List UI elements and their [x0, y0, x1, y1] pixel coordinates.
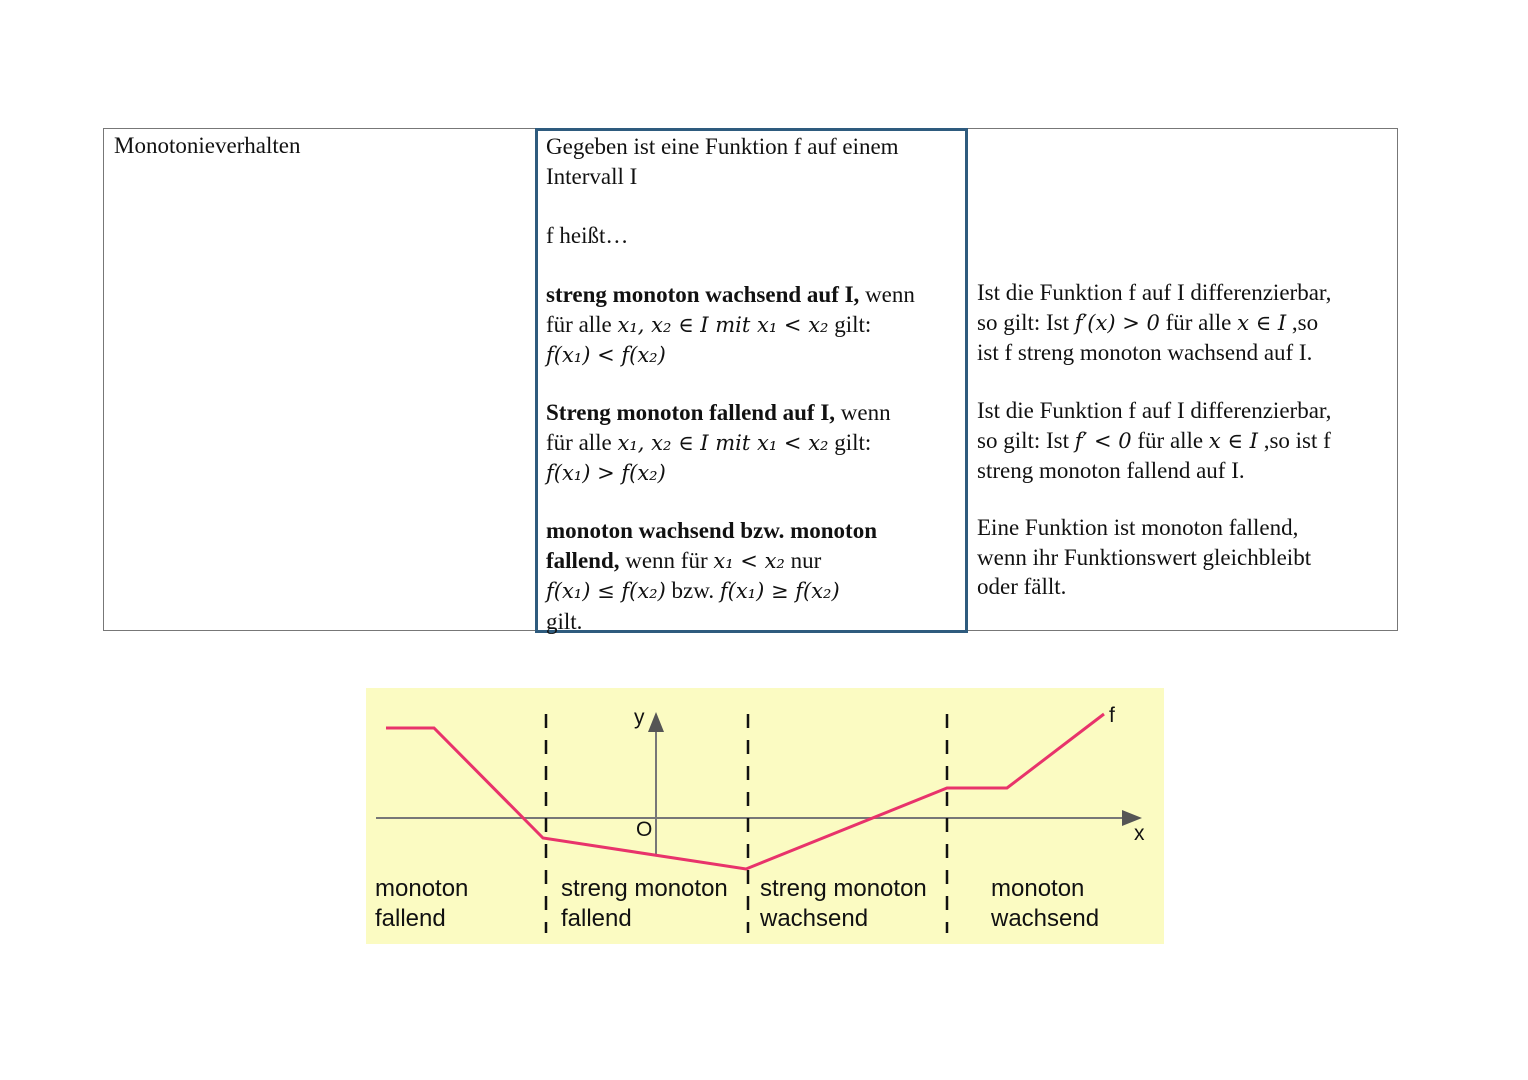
origin-label: O [636, 818, 653, 841]
interval-label-monoton-fallend: monoton fallend [375, 875, 469, 932]
function-curve [386, 714, 1104, 869]
definition-strictly-decreasing: Streng monoton fallend auf I, wenn für alle x₁, x₂ ∈ I mit x₁ < x₂ gilt: f(x₁) > f(x₂) [546, 400, 891, 485]
interval-label-streng-wachsend: streng monoton wachsend [760, 875, 927, 932]
interval-label-monoton-wachsend: monoton wachsend [991, 875, 1100, 932]
definition-column [535, 128, 968, 633]
y-axis-label: y [634, 706, 645, 729]
curve-label: f [1109, 704, 1115, 727]
monotonie-figure [366, 688, 1164, 944]
criterion-monotone: Eine Funktion ist monoton fallend, wenn ihr Funktionswert gleichbleibt oder fällt. [977, 515, 1312, 599]
intro-text: Gegeben ist eine Funktion f auf einem Intervall I [546, 134, 899, 189]
x-axis-label: x [1134, 822, 1145, 845]
heisst-text: f heißt… [546, 223, 629, 248]
definition-strictly-increasing: streng monoton wachsend auf I, wenn für alle x₁, x₂ ∈ I mit x₁ < x₂ gilt: f(x₁) < f(x₂) [546, 282, 915, 367]
criterion-increasing: Ist die Funktion f auf I differenzierbar, so gilt: Ist f′(x) > 0 für alle x ∈ I ,so ist f streng monoton wachsend auf I. [977, 280, 1332, 365]
criterion-decreasing: Ist die Funktion f auf I differenzierbar, so gilt: Ist f′ < 0 für alle x ∈ I ,so ist f streng monoton fallend auf I. [977, 398, 1332, 483]
row-heading: Monotonieverhalten [114, 133, 301, 158]
definition-monotone: monoton wachsend bzw. monoton fallend, wenn für x₁ < x₂ nur f(x₁) ≤ f(x₂) bzw. f(x₁) ≥ f(x₂) gilt. [546, 518, 877, 634]
monotonie-table [103, 128, 1398, 634]
interval-label-streng-fallend: streng monoton fallend [561, 875, 728, 932]
